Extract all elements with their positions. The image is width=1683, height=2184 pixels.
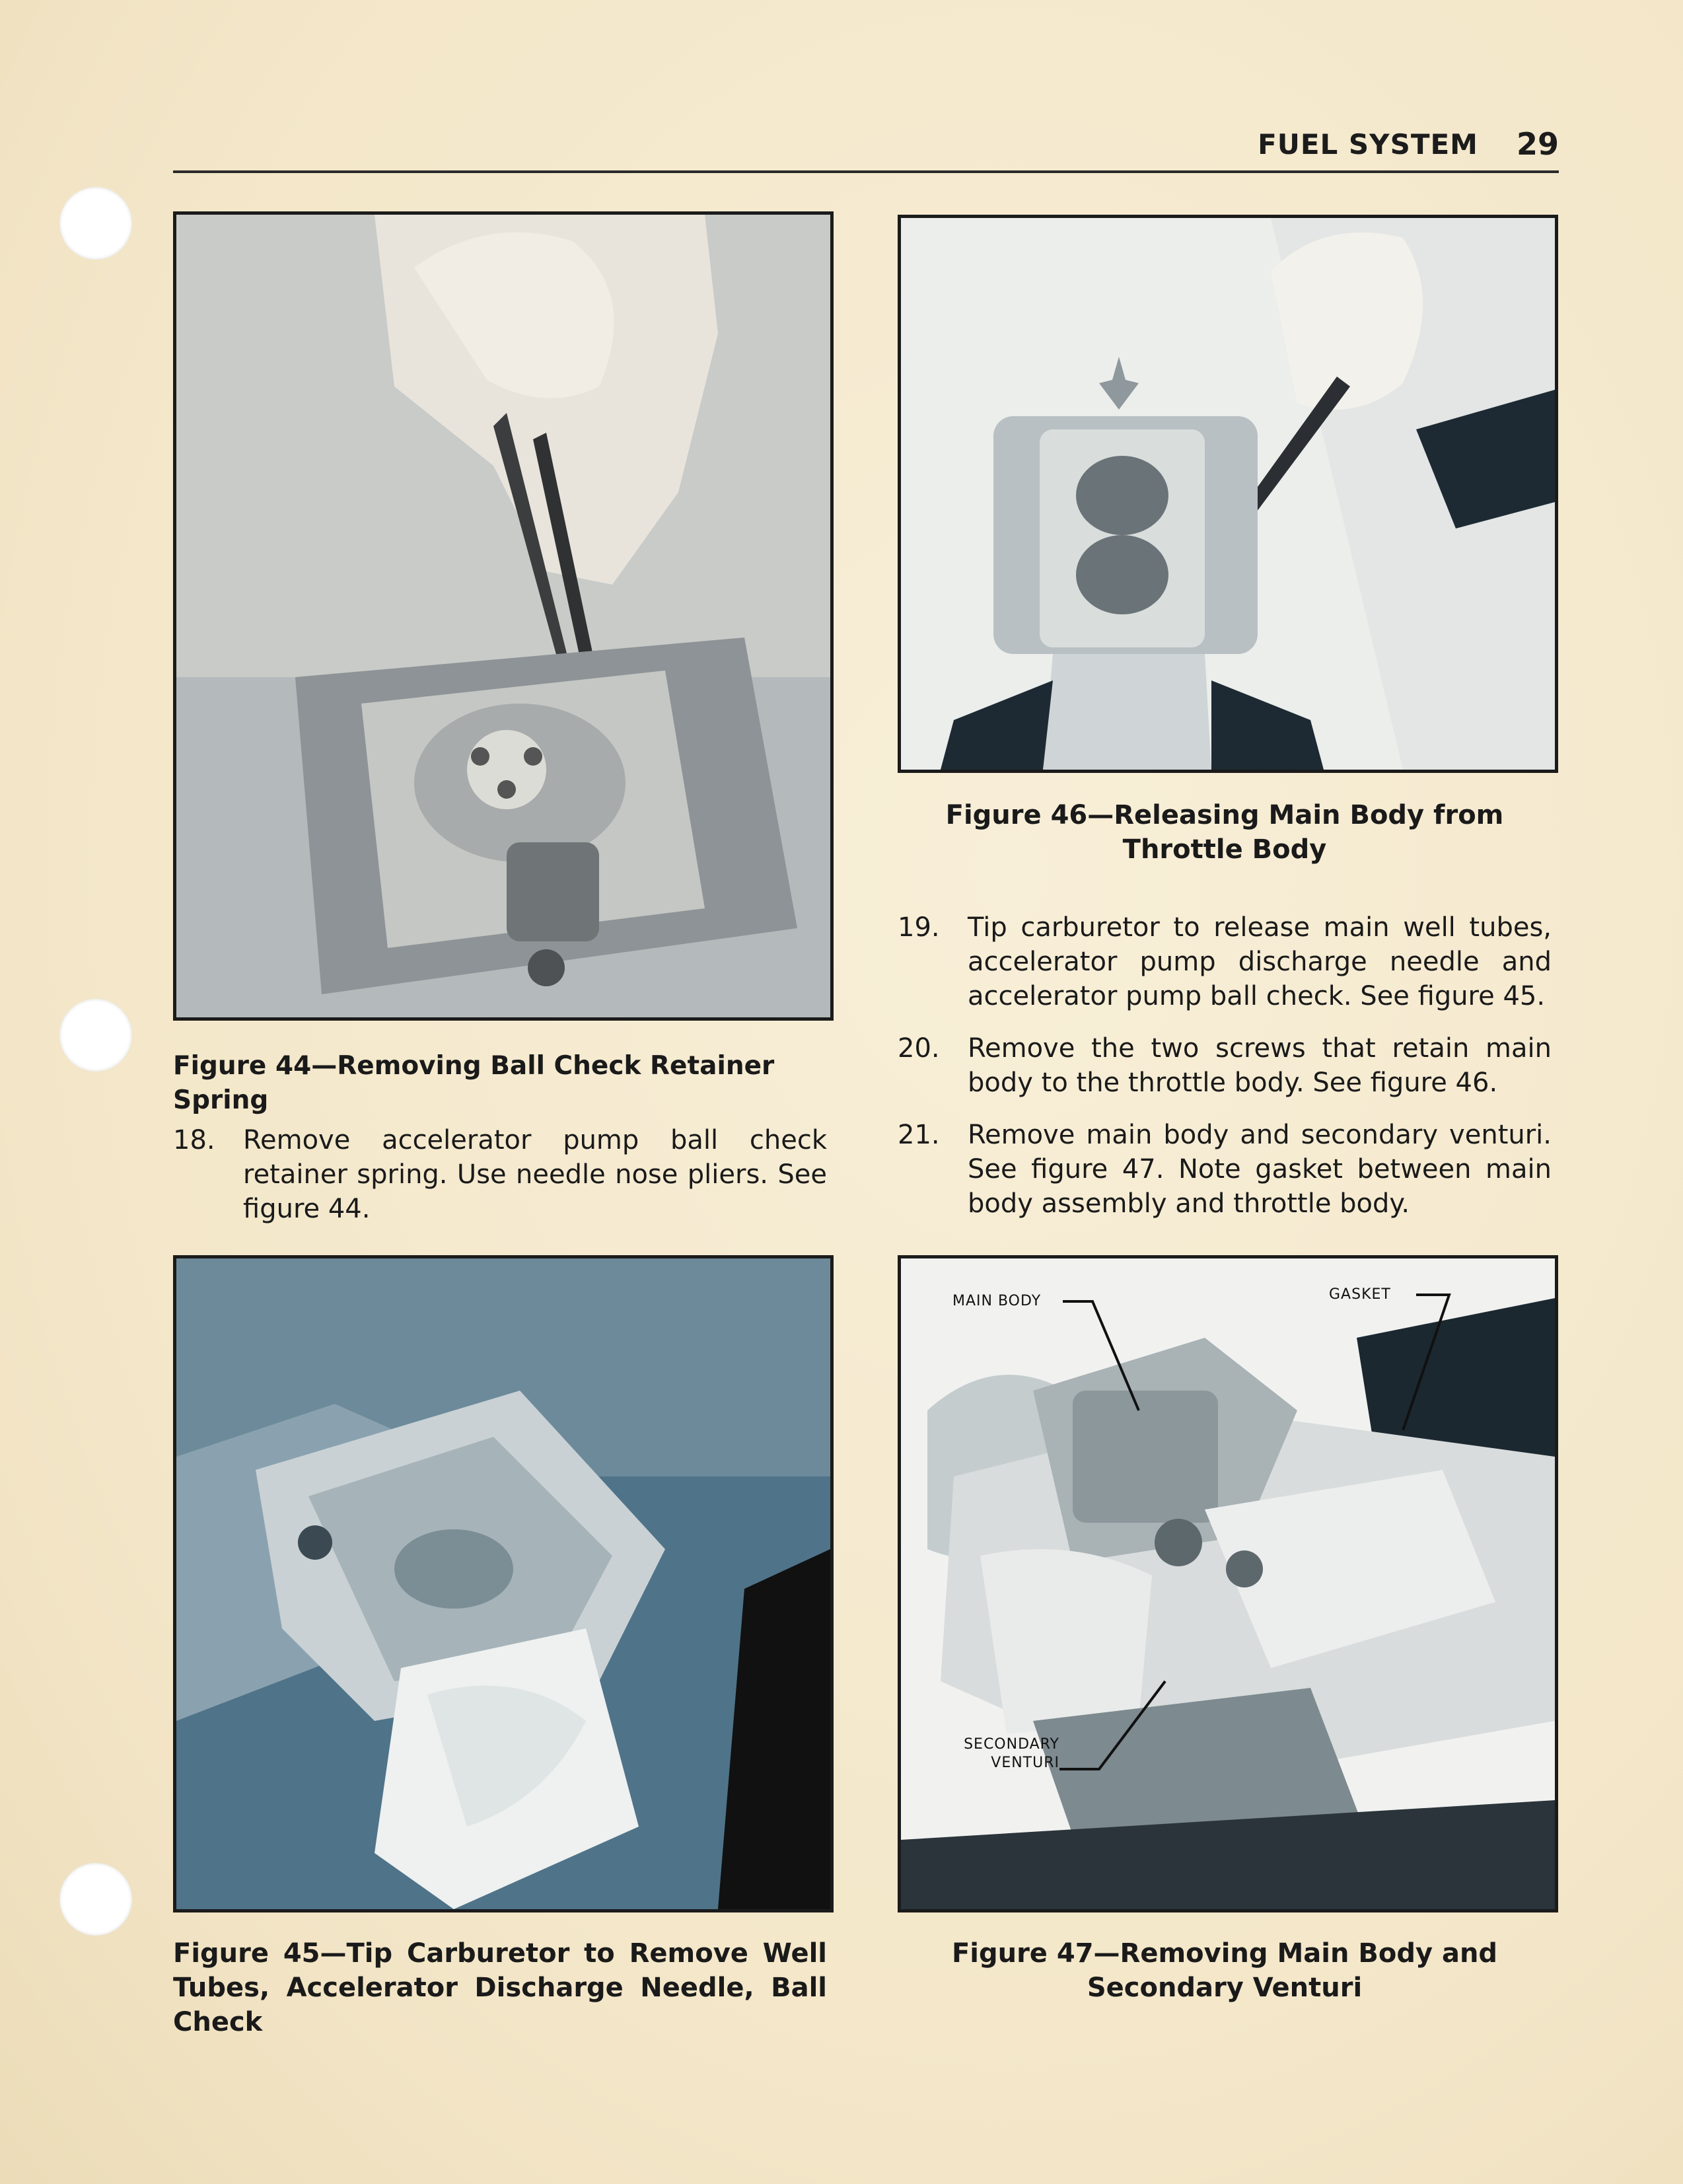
figure-47-caption-line-2: Secondary Venturi bbox=[1087, 1973, 1363, 2003]
binder-hole-bottom bbox=[59, 1863, 132, 1936]
figure-45-photo bbox=[173, 1255, 834, 1912]
callout-secondary-venturi bbox=[934, 1735, 1059, 1772]
step-number: 18. bbox=[173, 1125, 215, 1155]
figure-46-photo bbox=[898, 215, 1558, 773]
binder-hole-top bbox=[59, 187, 132, 260]
step-number: 21. bbox=[898, 1120, 940, 1150]
step-21 bbox=[898, 1118, 1552, 1221]
figure-44-caption: Figure 44—Removing Ball Check Retainer Spring bbox=[173, 1051, 775, 1115]
binder-hole-middle bbox=[59, 999, 132, 1072]
page-number: 29 bbox=[1516, 126, 1559, 162]
section-title: FUEL SYSTEM bbox=[1258, 127, 1478, 161]
step-18 bbox=[173, 1123, 827, 1226]
callout-secondary-line-2: VENTURI bbox=[991, 1755, 1059, 1771]
figure-47-caption-line-1: Figure 47—Removing Main Body and bbox=[951, 1938, 1498, 1969]
callout-gasket: GASKET bbox=[1329, 1286, 1391, 1303]
figure-46-caption-line-1: Figure 46—Releasing Main Body from bbox=[945, 800, 1504, 830]
figure-46-caption-line-2: Throttle Body bbox=[1122, 834, 1327, 865]
page-header bbox=[173, 118, 1559, 173]
step-20 bbox=[898, 1031, 1552, 1100]
figure-47-caption bbox=[898, 1936, 1552, 2005]
callout-main-body: MAIN BODY bbox=[952, 1293, 1042, 1309]
step-number: 20. bbox=[898, 1033, 940, 1064]
step-text: Remove the two screws that retain main body to the throttle body. See figure 46. bbox=[968, 1033, 1552, 1098]
figure-44-photo bbox=[173, 211, 834, 1021]
callout-secondary-line-1: SECONDARY bbox=[964, 1736, 1059, 1753]
figure-47-photo bbox=[898, 1255, 1558, 1912]
step-text: Tip carburetor to release main well tubes, accelerator pump discharge needle and accelerator pump ball check. See figure 45. bbox=[968, 912, 1552, 1011]
figure-46-caption bbox=[898, 798, 1552, 867]
figure-45-caption: Figure 45—Tip Carburetor to Remove Well Tubes, Accelerator Discharge Needle, Ball Check bbox=[173, 1938, 827, 2037]
step-number: 19. bbox=[898, 912, 940, 943]
step-text: Remove main body and secondary venturi. See figure 47. Note gasket between main body assembly and throttle body. bbox=[968, 1120, 1552, 1219]
step-19 bbox=[898, 910, 1552, 1013]
step-text: Remove accelerator pump ball check retainer spring. Use needle nose pliers. See figure 44. bbox=[243, 1125, 827, 1224]
